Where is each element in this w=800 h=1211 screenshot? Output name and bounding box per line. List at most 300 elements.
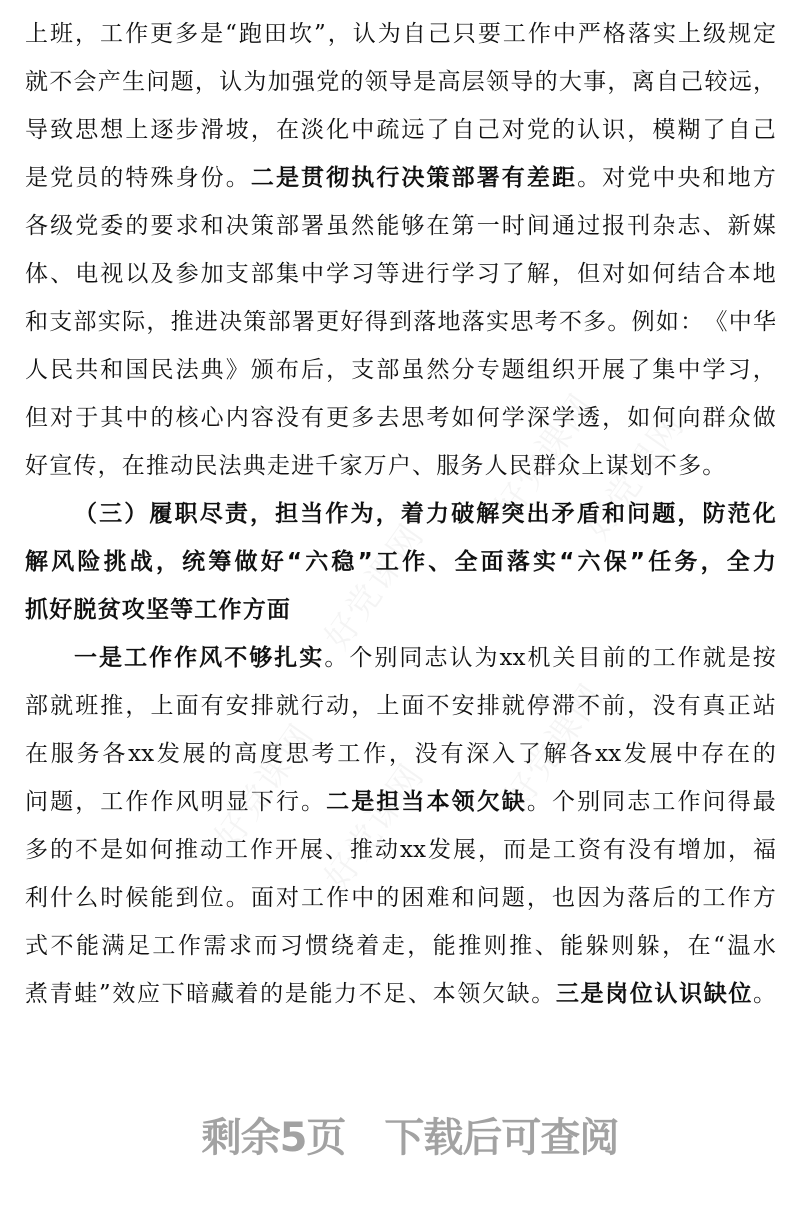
text: 面 bbox=[175, 693, 199, 719]
text: “ bbox=[713, 933, 725, 959]
bold-text: 攻 bbox=[121, 597, 145, 623]
bold-text: ， bbox=[249, 501, 273, 527]
text: 虽 bbox=[326, 213, 350, 239]
text: 。 bbox=[702, 453, 726, 479]
text: 面 bbox=[401, 693, 425, 719]
bold-text: 作 bbox=[402, 549, 426, 575]
text: 工 bbox=[100, 789, 124, 815]
text: 好 bbox=[25, 453, 48, 479]
bold-text: 等 bbox=[170, 597, 194, 623]
text: 何 bbox=[150, 837, 173, 863]
bold-text: 险 bbox=[77, 549, 101, 575]
text: 自 bbox=[402, 21, 426, 47]
text: 利 bbox=[25, 885, 48, 911]
text-line bbox=[25, 883, 776, 913]
text: 了 bbox=[702, 117, 726, 143]
bold-text: 防 bbox=[702, 501, 726, 527]
text: 各 bbox=[569, 741, 593, 767]
bold-text: 领 bbox=[451, 789, 475, 815]
text: ， bbox=[407, 933, 431, 959]
text: 地 bbox=[752, 261, 776, 287]
text: 媒 bbox=[752, 213, 776, 239]
text: ， bbox=[627, 117, 651, 143]
text: 的 bbox=[376, 885, 400, 911]
text: ， bbox=[727, 837, 751, 863]
text: 部 bbox=[275, 213, 299, 239]
text: 问 bbox=[25, 789, 48, 815]
text: xx bbox=[128, 741, 155, 767]
bold-text: 担 bbox=[275, 501, 299, 527]
text: 思 bbox=[510, 309, 534, 335]
text: 学 bbox=[551, 405, 575, 431]
text: xx bbox=[400, 837, 426, 863]
bold-text: 问 bbox=[627, 501, 651, 527]
text: 就 bbox=[702, 645, 726, 671]
text-line bbox=[25, 19, 776, 49]
text: 为 bbox=[474, 645, 498, 671]
text: 行 bbox=[426, 261, 450, 287]
text: 时 bbox=[501, 213, 525, 239]
text: 对 bbox=[50, 405, 74, 431]
text: 最 bbox=[752, 789, 776, 815]
text: 划 bbox=[629, 453, 653, 479]
text: 上 bbox=[376, 693, 400, 719]
bold-text: 作 bbox=[149, 645, 173, 671]
text: 党 bbox=[75, 213, 99, 239]
text: 。 bbox=[752, 981, 776, 1007]
text: 传 bbox=[73, 453, 97, 479]
bold-text: 距 bbox=[551, 165, 575, 191]
text: 民 bbox=[50, 357, 74, 383]
text: 有 bbox=[440, 741, 464, 767]
text: 惯 bbox=[305, 933, 329, 959]
text: ， bbox=[477, 837, 501, 863]
text: 自 bbox=[727, 117, 751, 143]
text: 但 bbox=[25, 405, 48, 431]
text-line bbox=[74, 643, 776, 673]
text: 导 bbox=[510, 69, 534, 95]
text: 按 bbox=[752, 645, 776, 671]
text: 自 bbox=[451, 117, 475, 143]
text: 党 bbox=[526, 117, 550, 143]
text: 着 bbox=[235, 981, 259, 1007]
text: 集 bbox=[652, 357, 676, 383]
text: 度 bbox=[259, 741, 283, 767]
text: 己 bbox=[476, 117, 500, 143]
bold-text: 保 bbox=[603, 549, 627, 575]
text: 务 bbox=[76, 741, 100, 767]
text: 进 bbox=[401, 261, 425, 287]
text: 户 bbox=[387, 453, 411, 479]
text: 后 bbox=[652, 885, 676, 911]
text: 有 bbox=[200, 693, 224, 719]
text: 展 bbox=[182, 741, 206, 767]
text: 的 bbox=[534, 69, 558, 95]
text: 作 bbox=[177, 933, 201, 959]
bold-text: 全 bbox=[726, 549, 750, 575]
text: 同 bbox=[399, 645, 423, 671]
text: 会 bbox=[73, 69, 97, 95]
text: 体 bbox=[25, 261, 48, 287]
text: 志 bbox=[627, 789, 651, 815]
text: 认 bbox=[577, 117, 601, 143]
text: 。 bbox=[607, 309, 631, 335]
text: 中 bbox=[728, 309, 752, 335]
text: 、 bbox=[325, 837, 348, 863]
text: 青 bbox=[49, 981, 73, 1007]
text: 到 bbox=[175, 885, 199, 911]
bold-text: 解 bbox=[476, 501, 500, 527]
text: 本 bbox=[727, 261, 751, 287]
text: 落 bbox=[413, 309, 437, 335]
text: 欠 bbox=[481, 981, 505, 1007]
text-line bbox=[25, 355, 776, 385]
text: 民 bbox=[194, 453, 218, 479]
text: 心 bbox=[200, 405, 224, 431]
text: ， bbox=[97, 453, 121, 479]
text: 上 bbox=[581, 453, 605, 479]
text: 作 bbox=[677, 645, 701, 671]
text: 面 bbox=[250, 885, 274, 911]
text: 同 bbox=[602, 789, 626, 815]
text: ： bbox=[680, 309, 704, 335]
text: 部 bbox=[267, 309, 291, 335]
text: 能 bbox=[560, 933, 584, 959]
text: xx bbox=[595, 741, 622, 767]
text: ， bbox=[351, 693, 375, 719]
text: 展 bbox=[649, 741, 673, 767]
text: 发 bbox=[623, 741, 647, 767]
text: 推 bbox=[175, 837, 198, 863]
text: 展 bbox=[452, 837, 476, 863]
text: 思 bbox=[401, 405, 425, 431]
text: 后 bbox=[301, 357, 325, 383]
text: 多 bbox=[678, 453, 702, 479]
text-line bbox=[25, 163, 776, 193]
text: 资 bbox=[577, 837, 601, 863]
bold-text: 二 bbox=[250, 165, 274, 191]
text: 的 bbox=[260, 981, 284, 1007]
text: 则 bbox=[483, 933, 507, 959]
bold-text: 好 bbox=[49, 597, 73, 623]
text: 中 bbox=[552, 21, 576, 47]
text: 分 bbox=[451, 357, 475, 383]
text: 多 bbox=[583, 309, 607, 335]
text: 动 bbox=[375, 837, 398, 863]
text: 是 bbox=[727, 645, 751, 671]
text: 多 bbox=[351, 405, 375, 431]
text: 志 bbox=[677, 213, 701, 239]
text: 人 bbox=[25, 357, 48, 383]
bold-text: 六 bbox=[305, 549, 329, 575]
text: 别 bbox=[374, 645, 398, 671]
text: 工 bbox=[552, 837, 576, 863]
text: 不 bbox=[653, 453, 677, 479]
text: 上 bbox=[677, 21, 701, 47]
bold-text: 是 bbox=[275, 165, 299, 191]
text: 、 bbox=[50, 261, 74, 287]
text: 满 bbox=[101, 933, 125, 959]
text: 加 bbox=[200, 261, 224, 287]
bold-text: 突 bbox=[501, 501, 525, 527]
text: 的 bbox=[551, 117, 575, 143]
text: 式 bbox=[25, 933, 48, 959]
text: 员 bbox=[75, 165, 99, 191]
text: 为 bbox=[602, 885, 626, 911]
text: 躲 bbox=[636, 933, 660, 959]
text: 增 bbox=[677, 837, 701, 863]
text: 一 bbox=[476, 213, 500, 239]
text: 能 bbox=[75, 933, 99, 959]
text: 较 bbox=[704, 69, 728, 95]
bold-text: 职 bbox=[174, 501, 198, 527]
bold-text: ， bbox=[375, 501, 399, 527]
text: 远 bbox=[401, 117, 425, 143]
text: 求 bbox=[228, 933, 252, 959]
watermark-text bbox=[311, 751, 434, 897]
text: 的 bbox=[125, 213, 149, 239]
text: 中 bbox=[675, 741, 699, 767]
text: 得 bbox=[364, 309, 388, 335]
text: 藏 bbox=[210, 981, 234, 1007]
text: 问 bbox=[702, 789, 726, 815]
text: 强 bbox=[291, 69, 315, 95]
text: 、 bbox=[408, 981, 432, 1007]
text: 有 bbox=[602, 837, 626, 863]
text: 排 bbox=[476, 693, 500, 719]
text: 难 bbox=[426, 885, 450, 911]
bold-text: 差 bbox=[526, 165, 550, 191]
bold-text: ” bbox=[357, 549, 373, 575]
text: 风 bbox=[175, 789, 199, 815]
text: 实 bbox=[97, 309, 121, 335]
text: 生 bbox=[122, 69, 146, 95]
bold-text: 方 bbox=[242, 597, 266, 623]
bold-text: 力 bbox=[752, 549, 776, 575]
text: 是 bbox=[413, 69, 437, 95]
text: 布 bbox=[275, 357, 299, 383]
bold-text: 风 bbox=[51, 549, 75, 575]
text: 躲 bbox=[585, 933, 609, 959]
text: 思 bbox=[285, 741, 309, 767]
bold-text: 岗 bbox=[605, 981, 629, 1007]
text: 万 bbox=[363, 453, 387, 479]
text: 对 bbox=[602, 165, 626, 191]
text: 加 bbox=[267, 69, 291, 95]
text: 落 bbox=[627, 885, 651, 911]
bold-text: 识 bbox=[679, 981, 703, 1007]
text: 自 bbox=[655, 69, 679, 95]
text: 要 bbox=[150, 213, 174, 239]
text: 法 bbox=[175, 357, 199, 383]
bold-text: 有 bbox=[501, 165, 525, 191]
text: 己 bbox=[427, 21, 451, 47]
text: 绕 bbox=[330, 933, 354, 959]
text: 题 bbox=[50, 789, 74, 815]
text: 电 bbox=[75, 261, 99, 287]
text: 没 bbox=[627, 837, 651, 863]
text: 深 bbox=[466, 741, 490, 767]
text: 和 bbox=[451, 885, 475, 911]
text: 国 bbox=[125, 357, 149, 383]
text: 工 bbox=[337, 741, 361, 767]
text: 落 bbox=[627, 21, 651, 47]
bold-text: 行 bbox=[376, 165, 400, 191]
text: 等 bbox=[376, 261, 400, 287]
text: 显 bbox=[225, 789, 249, 815]
text: 其 bbox=[100, 405, 124, 431]
text: 定 bbox=[753, 21, 776, 47]
text: 民 bbox=[150, 357, 174, 383]
bold-text: 三 bbox=[555, 981, 579, 1007]
text-line bbox=[25, 307, 776, 337]
text: 能 bbox=[432, 933, 456, 959]
text: 不 bbox=[577, 693, 601, 719]
remaining-pages-notice[interactable]: 剩余5页 下载后可查阅 bbox=[201, 1115, 619, 1161]
text: 题 bbox=[501, 357, 525, 383]
text: 做 bbox=[752, 405, 776, 431]
text: 进 bbox=[291, 453, 315, 479]
text: 第 bbox=[451, 213, 475, 239]
text: 于 bbox=[75, 405, 99, 431]
text: 排 bbox=[250, 693, 274, 719]
text: 进 bbox=[194, 309, 218, 335]
text: 学 bbox=[501, 405, 525, 431]
bold-text: 面 bbox=[480, 549, 504, 575]
text: 在 bbox=[275, 117, 299, 143]
text: 支 bbox=[351, 357, 375, 383]
text: 解 bbox=[543, 741, 567, 767]
text: 视 bbox=[100, 261, 124, 287]
text: 是 bbox=[100, 837, 123, 863]
text: 特 bbox=[125, 165, 149, 191]
text-line bbox=[25, 979, 776, 1009]
text: 在 bbox=[25, 741, 48, 767]
text: 各 bbox=[25, 213, 48, 239]
text: 、 bbox=[412, 453, 435, 479]
text: ， bbox=[75, 21, 99, 47]
bold-text: （ bbox=[74, 501, 97, 527]
bold-text: 部 bbox=[451, 165, 475, 191]
text: 群 bbox=[532, 453, 556, 479]
text: 领 bbox=[457, 981, 481, 1007]
text: ， bbox=[75, 789, 99, 815]
text: 在 bbox=[426, 213, 450, 239]
text: 缺 bbox=[506, 981, 530, 1007]
text-line bbox=[25, 931, 776, 961]
text: 有 bbox=[677, 693, 701, 719]
text: 家 bbox=[339, 453, 363, 479]
text: 然 bbox=[426, 357, 450, 383]
text: ， bbox=[602, 405, 626, 431]
text: 推 bbox=[100, 693, 124, 719]
text: 的 bbox=[50, 837, 73, 863]
text: 实 bbox=[486, 309, 510, 335]
text: 想 bbox=[100, 117, 124, 143]
text: 。 bbox=[301, 789, 325, 815]
bold-text: 缺 bbox=[501, 789, 525, 815]
watermark-text bbox=[311, 511, 434, 657]
bold-text: 脱 bbox=[73, 597, 97, 623]
text: 走 bbox=[266, 453, 290, 479]
text: 糊 bbox=[677, 117, 701, 143]
text: 只 bbox=[452, 21, 476, 47]
text: ” bbox=[313, 21, 326, 47]
text: 坎 bbox=[288, 21, 312, 47]
text: xx bbox=[499, 645, 526, 671]
text: 而 bbox=[254, 933, 278, 959]
text: ， bbox=[607, 69, 631, 95]
text: 力 bbox=[334, 981, 358, 1007]
text: “ bbox=[225, 21, 237, 47]
text: 安 bbox=[451, 693, 475, 719]
text-line bbox=[25, 691, 776, 721]
text: 了 bbox=[501, 261, 525, 287]
text: 不 bbox=[558, 309, 582, 335]
text: 工 bbox=[152, 933, 176, 959]
text: 而 bbox=[502, 837, 526, 863]
bold-text: 工 bbox=[375, 549, 399, 575]
text: 中 bbox=[301, 261, 325, 287]
text-line bbox=[25, 67, 776, 97]
bold-text: 矛 bbox=[551, 501, 575, 527]
text: 和 bbox=[702, 165, 726, 191]
text: 际 bbox=[122, 309, 146, 335]
text: 推 bbox=[509, 933, 533, 959]
text: 、 bbox=[702, 213, 726, 239]
bold-text: 策 bbox=[426, 165, 450, 191]
text: ， bbox=[125, 693, 149, 719]
text: 认 bbox=[219, 69, 243, 95]
text: ， bbox=[388, 741, 412, 767]
text: 考 bbox=[534, 309, 558, 335]
text: 对 bbox=[501, 117, 525, 143]
text: 己 bbox=[752, 117, 776, 143]
text: 务 bbox=[460, 453, 484, 479]
text: 如 bbox=[627, 405, 651, 431]
bold-text: 实 bbox=[299, 645, 323, 671]
text: 方 bbox=[752, 885, 776, 911]
text: 作 bbox=[527, 21, 551, 47]
text-line bbox=[25, 787, 776, 817]
bold-text: 三 bbox=[99, 501, 123, 527]
text: 是 bbox=[527, 837, 551, 863]
text: 集 bbox=[275, 261, 299, 287]
text: 工 bbox=[702, 885, 726, 911]
text: 委 bbox=[100, 213, 124, 239]
text: 向 bbox=[677, 405, 701, 431]
text: 的 bbox=[100, 165, 124, 191]
bold-text: 二 bbox=[326, 789, 350, 815]
bold-text: 履 bbox=[149, 501, 173, 527]
text: 就 bbox=[501, 693, 525, 719]
text: 前 bbox=[602, 693, 626, 719]
text: 行 bbox=[301, 693, 325, 719]
text: 田 bbox=[263, 21, 287, 47]
bold-text: 贫 bbox=[97, 597, 121, 623]
text: 党 bbox=[50, 165, 74, 191]
text: 虽 bbox=[401, 357, 425, 383]
bold-text: 贯 bbox=[301, 165, 325, 191]
bold-text: ， bbox=[700, 549, 724, 575]
text: 和 bbox=[200, 213, 224, 239]
bold-text: 六 bbox=[577, 549, 601, 575]
bold-text: 解 bbox=[25, 549, 48, 575]
text: 策 bbox=[243, 309, 267, 335]
bold-text: 任 bbox=[648, 549, 672, 575]
text: 杂 bbox=[652, 213, 676, 239]
text: 也 bbox=[551, 885, 575, 911]
